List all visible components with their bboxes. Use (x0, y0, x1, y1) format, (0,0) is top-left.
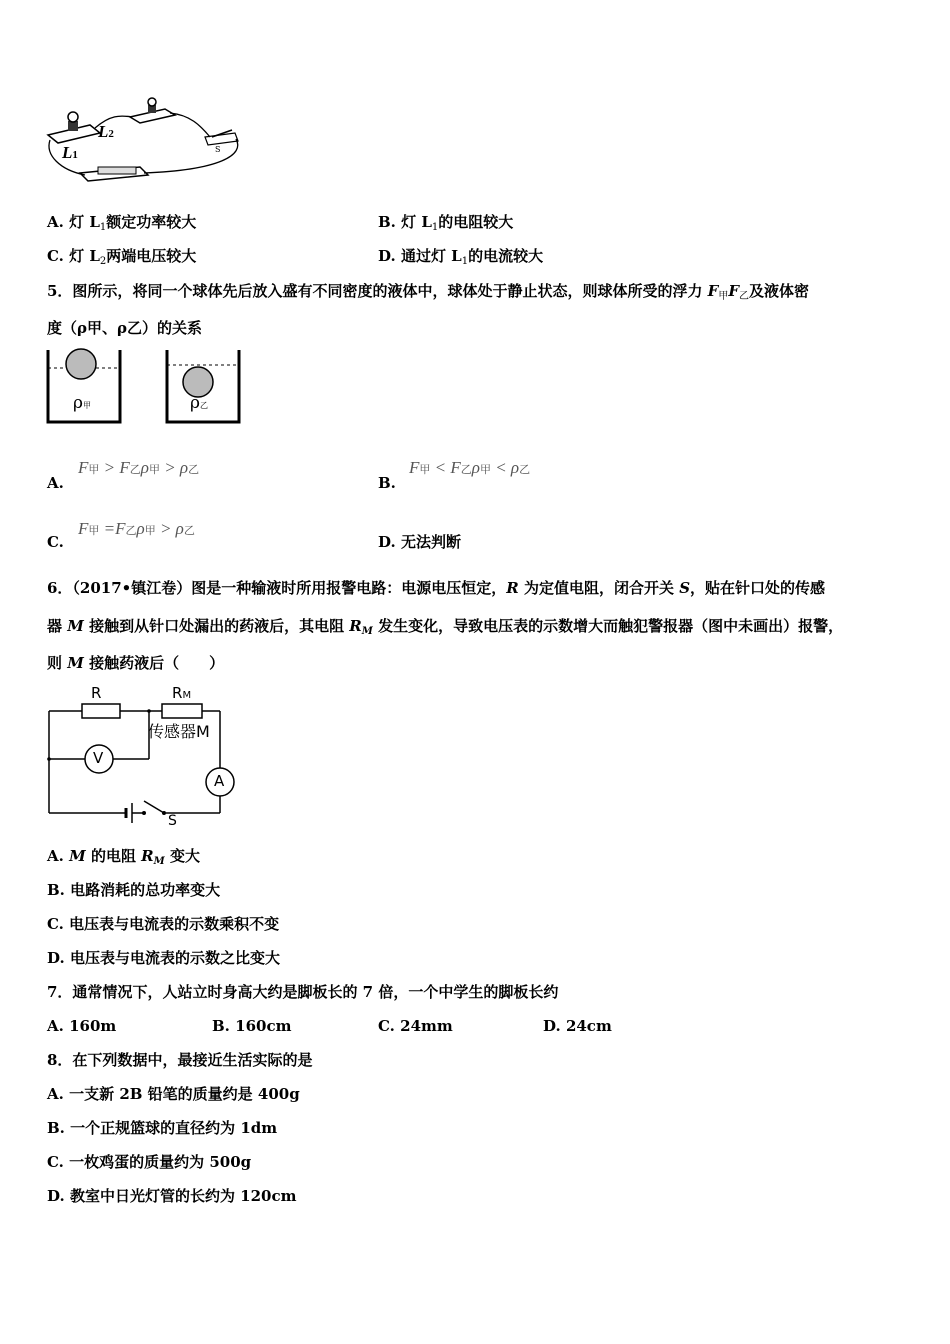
q8-option-b[interactable]: B. 一个正规篮球的直径约为 1dm (47, 1119, 278, 1137)
lamp-circuit-diagram (40, 95, 250, 185)
circuit-switch-label: S (168, 813, 177, 829)
q4-option-d[interactable]: D. 通过灯 $L_1$的电流较大 (378, 247, 544, 267)
q6-option-a[interactable]: A. M 的电阻 $R_M$ 变大 (47, 847, 200, 867)
q6-option-d[interactable]: D. 电压表与电流表的示数之比变大 (47, 949, 280, 967)
q5-stem-line1: 5．图所示，将同一个球体先后放入盛有不同密度的液体中，球体处于静止状态，则球体所受的浮力 $F_甲F_乙$及液体密 (47, 282, 809, 302)
switch-s-label: S (215, 145, 221, 154)
lamp-l1-label: L1 (62, 143, 78, 162)
circuit-rm-label: RM (172, 684, 192, 702)
q8-option-c[interactable]: C. 一枚鸡蛋的质量约为 500g (47, 1153, 252, 1171)
q8-stem: 8．在下列数据中，最接近生活实际的是 (47, 1051, 313, 1069)
q7-option-a[interactable]: A. 160m (47, 1017, 117, 1035)
q6-option-c[interactable]: C. 电压表与电流表的示数乘积不变 (47, 915, 280, 933)
q5-stem-line2: 度（ρ甲、ρ乙）的关系 (47, 319, 202, 337)
q5-formula-c: F甲 =F乙ρ甲 > ρ乙 (78, 519, 195, 538)
q6-stem-line1: 6．（2017•镇江卷）图是一种输液时所用报警电路：电源电压恒定，R 为定值电阻，闭合开关 S，贴在针口处的传感 (47, 579, 826, 597)
q5-formula-a: F甲 > F乙ρ甲 > ρ乙 (78, 458, 200, 477)
alarm-circuit-diagram (44, 683, 244, 833)
beaker-left-label: ρ甲 (73, 393, 91, 413)
q7-option-d[interactable]: D. 24cm (543, 1017, 612, 1035)
q7-stem: 7．通常情况下，人站立时身高大约是脚板长的 7 倍，一个中学生的脚板长约 (47, 983, 559, 1001)
q7-option-c[interactable]: C. 24mm (378, 1017, 453, 1035)
q5-formula-b: F甲 < F乙ρ甲 < ρ乙 (409, 458, 531, 477)
q6-stem-line2: 器 M 接触到从针口处漏出的药液后，其电阻 $R_M$ 发生变化，导致电压表的示数增大而触犯警报器（图中未画出）报警， (47, 617, 844, 637)
q8-option-a[interactable]: A. 一支新 2B 铅笔的质量约是 400g (47, 1085, 300, 1103)
q4-option-c[interactable]: C. 灯 $L_2$两端电压较大 (47, 247, 197, 267)
beaker-right-label: ρ乙 (190, 393, 208, 413)
lamp-l2-label: L2 (98, 122, 114, 141)
q5-option-d[interactable]: D. 无法判断 (378, 533, 461, 551)
circuit-r-label: R (91, 684, 102, 702)
voltmeter-label: V (93, 749, 104, 767)
q5-option-c[interactable]: C. (47, 533, 64, 551)
circuit-sensor-label: 传感器M (148, 722, 210, 741)
q4-option-a[interactable]: A. 灯 $L_1$额定功率较大 (47, 213, 197, 233)
q4-option-b[interactable]: B. 灯 $L_1$的电阻较大 (378, 213, 514, 233)
q6-stem-line3: 则 M 接触药液后（ ） (47, 654, 225, 672)
ammeter-label: A (214, 772, 225, 790)
q6-option-b[interactable]: B. 电路消耗的总功率变大 (47, 881, 221, 899)
q8-option-d[interactable]: D. 教室中日光灯管的长约为 120cm (47, 1187, 297, 1205)
q5-option-a[interactable]: A. (47, 474, 64, 492)
q5-option-b[interactable]: B. (378, 474, 396, 492)
q7-option-b[interactable]: B. 160cm (212, 1017, 292, 1035)
